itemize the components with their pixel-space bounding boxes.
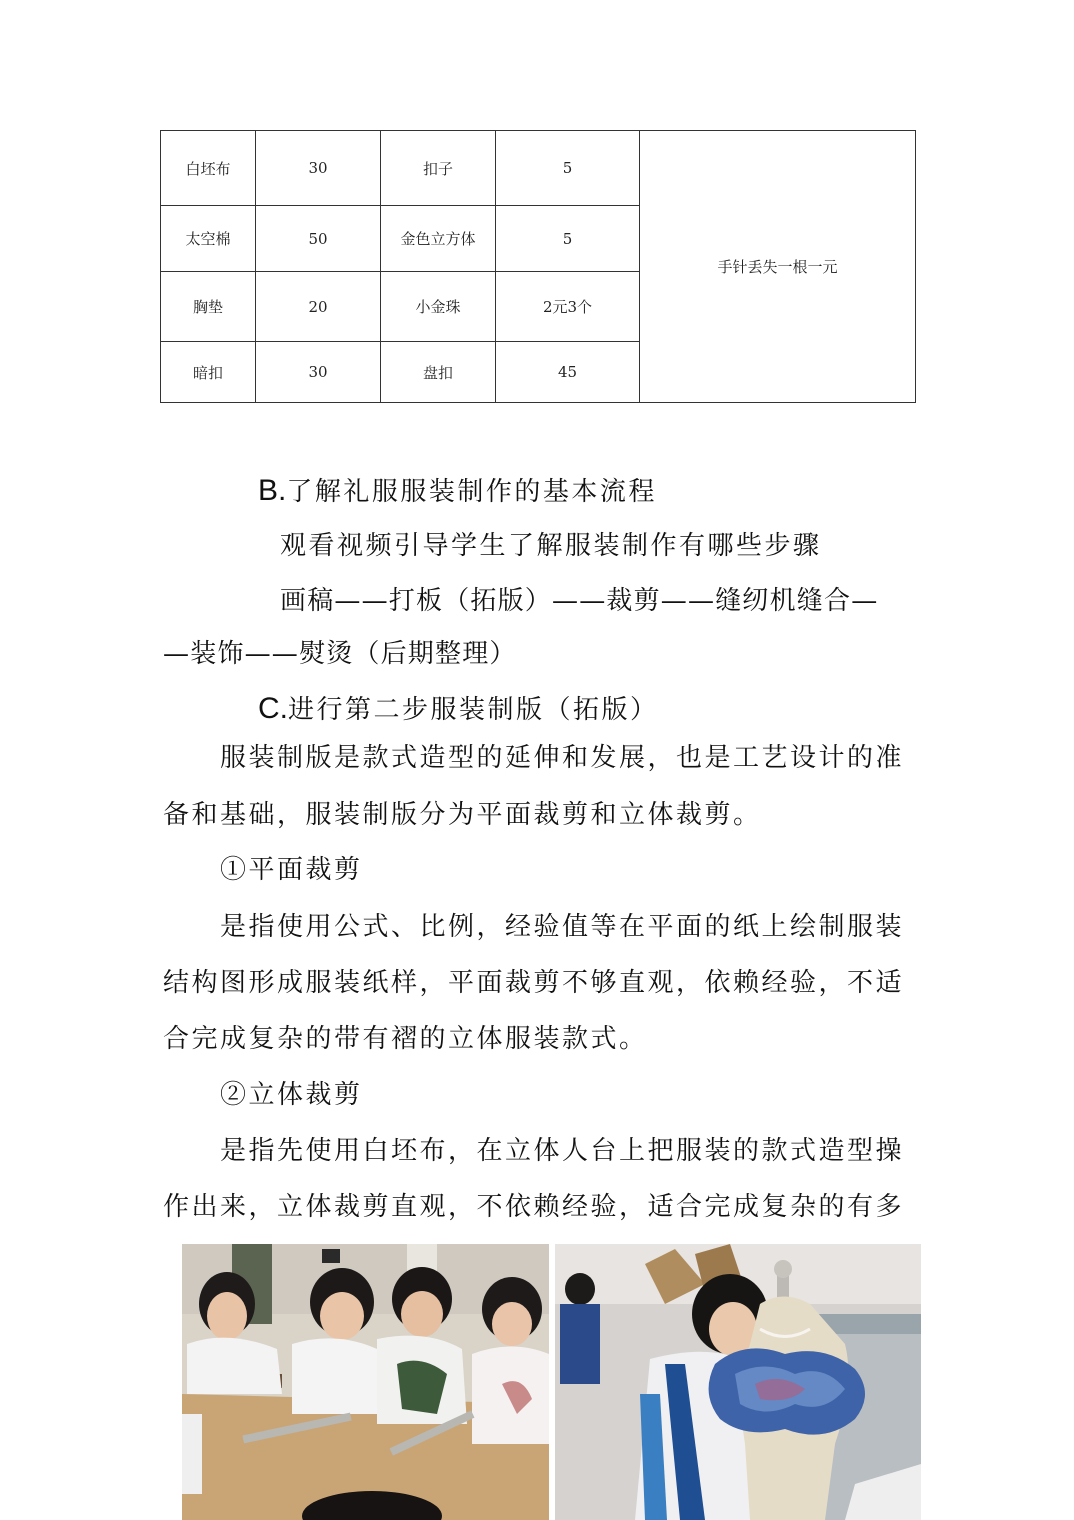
price-cell: 50 (256, 206, 381, 272)
paragraph-text: 作出来，立体裁剪直观，不依赖经验，适合完成复杂的有多 (163, 1192, 905, 1222)
paragraph-text: 合完成复杂的带有褶的立体服装款式。 (163, 1024, 648, 1054)
section-b-heading (258, 476, 657, 506)
item-cell: 金色立方体 (381, 206, 496, 272)
item-cell: 盘扣 (381, 342, 496, 403)
draping-dress-form-photo (555, 1244, 921, 1520)
process-flow-line-2: —装饰——熨烫（后期整理） (163, 639, 517, 669)
item-cell: 太空棉 (161, 206, 256, 272)
price-cell: 5 (496, 131, 640, 206)
paragraph-text: 是指先使用白坯布，在立体人台上把服装的款式造型操 (220, 1136, 905, 1166)
materials-price-table (160, 130, 916, 403)
classroom-pattern-drafting-photo (182, 1244, 549, 1520)
section-c-heading (258, 694, 659, 724)
section-b-title: 了解礼服服装制作的基本流程 (286, 477, 657, 507)
subheading-flat-cutting: ①平面裁剪 (220, 855, 363, 885)
price-cell: 30 (256, 131, 381, 206)
process-flow-line-1: 画稿——打板（拓版）——裁剪——缝纫机缝合— (280, 586, 879, 616)
paragraph-text: 服装制版是款式造型的延伸和发展，也是工艺设计的准 (220, 743, 905, 773)
item-cell: 扣子 (381, 131, 496, 206)
item-cell: 小金珠 (381, 272, 496, 342)
price-cell: 5 (496, 206, 640, 272)
table-row (161, 131, 916, 206)
section-b-subtitle: 观看视频引导学生了解服装制作有哪些步骤 (280, 531, 822, 561)
item-cell: 暗扣 (161, 342, 256, 403)
section-c-letter: C. (258, 692, 288, 725)
price-cell: 20 (256, 272, 381, 342)
note-cell: 手针丢失一根一元 (640, 131, 916, 403)
section-b-letter: B. (258, 474, 287, 507)
paragraph-text: 是指使用公式、比例，经验值等在平面的纸上绘制服装 (220, 912, 905, 942)
item-cell: 胸垫 (161, 272, 256, 342)
paragraph-text: 结构图形成服装纸样，平面裁剪不够直观，依赖经验，不适 (163, 968, 905, 998)
paragraph-text: 备和基础，服装制版分为平面裁剪和立体裁剪。 (163, 800, 762, 830)
section-c-title: 进行第二步服装制版（拓版） (288, 695, 659, 725)
price-cell: 30 (256, 342, 381, 403)
price-cell: 45 (496, 342, 640, 403)
price-cell: 2元3个 (496, 272, 640, 342)
item-cell: 白坯布 (161, 131, 256, 206)
subheading-draping: ②立体裁剪 (220, 1080, 363, 1110)
